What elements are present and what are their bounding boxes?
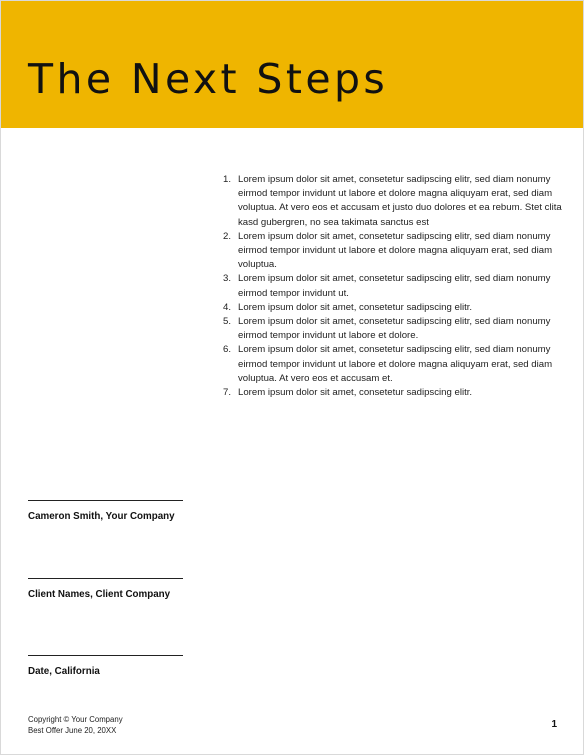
signature-label: Cameron Smith, Your Company (28, 511, 175, 522)
list-item (223, 386, 563, 400)
footer-copyright: Copyright © Your Company (28, 715, 123, 724)
list-item-text: Lorem ipsum dolor sit amet, consetetur sadipscing elitr, sed diam nonumy eirmod tempor invidunt ut labore et dolore. (238, 316, 551, 342)
list-item-number: 7. (223, 387, 232, 399)
signature-line (28, 500, 183, 501)
signature-label: Date, California (28, 666, 100, 677)
list-item (223, 272, 563, 300)
list-item-text: Lorem ipsum dolor sit amet, consetetur sadipscing elitr, sed diam nonumy eirmod tempor invidunt ut. (238, 273, 551, 299)
list-item-text: Lorem ipsum dolor sit amet, consetetur sadipscing elitr, sed diam nonumy eirmod tempor invidunt ut labore et dolore magna aliquyam erat, sed diam voluptua. At vero eos et accusam et. (238, 344, 553, 384)
list-item-number: 3. (223, 273, 232, 285)
list-item-number: 5. (223, 316, 232, 328)
steps-list (223, 173, 563, 400)
list-item-number: 4. (223, 301, 232, 313)
list-item (223, 173, 563, 230)
list-item-number: 2. (223, 230, 232, 242)
list-item (223, 230, 563, 273)
list-item-text: Lorem ipsum dolor sit amet, consetetur sadipscing elitr, sed diam nonumy eirmod tempor invidunt ut labore et dolore magna aliquyam erat, sed diam voluptua. (238, 230, 553, 271)
signature-line (28, 655, 183, 656)
footer-offer-date: Best Offer June 20, 20XX (28, 726, 117, 735)
list-item (223, 315, 563, 343)
list-item-text: Lorem ipsum dolor sit amet, consetetur sadipscing elitr, sed diam nonumy eirmod tempor invidunt ut labore et dolore magna aliquyam erat, sed diam voluptua. At vero eos et accusam et justo duo dolores et ea rebum. Stet clita kasd gubergren, no sea takimata sanctus est (238, 174, 562, 228)
signature-label: Client Names, Client Company (28, 589, 171, 600)
list-item-text: Lorem ipsum dolor sit amet, consetetur sadipscing elitr. (238, 301, 473, 313)
list-item-number: 6. (223, 344, 232, 356)
signature-block-date (28, 655, 183, 677)
list-item-text: Lorem ipsum dolor sit amet, consetetur sadipscing elitr. (238, 387, 473, 399)
signature-block-provider (28, 500, 183, 522)
signature-block-client (28, 578, 183, 600)
footer (28, 714, 123, 736)
list-item-number: 1. (223, 174, 232, 185)
page-title: The Next Steps (28, 55, 389, 103)
list-item (223, 301, 563, 315)
signature-line (28, 578, 183, 579)
list-item (223, 343, 563, 386)
page-number: 1 (551, 719, 557, 730)
